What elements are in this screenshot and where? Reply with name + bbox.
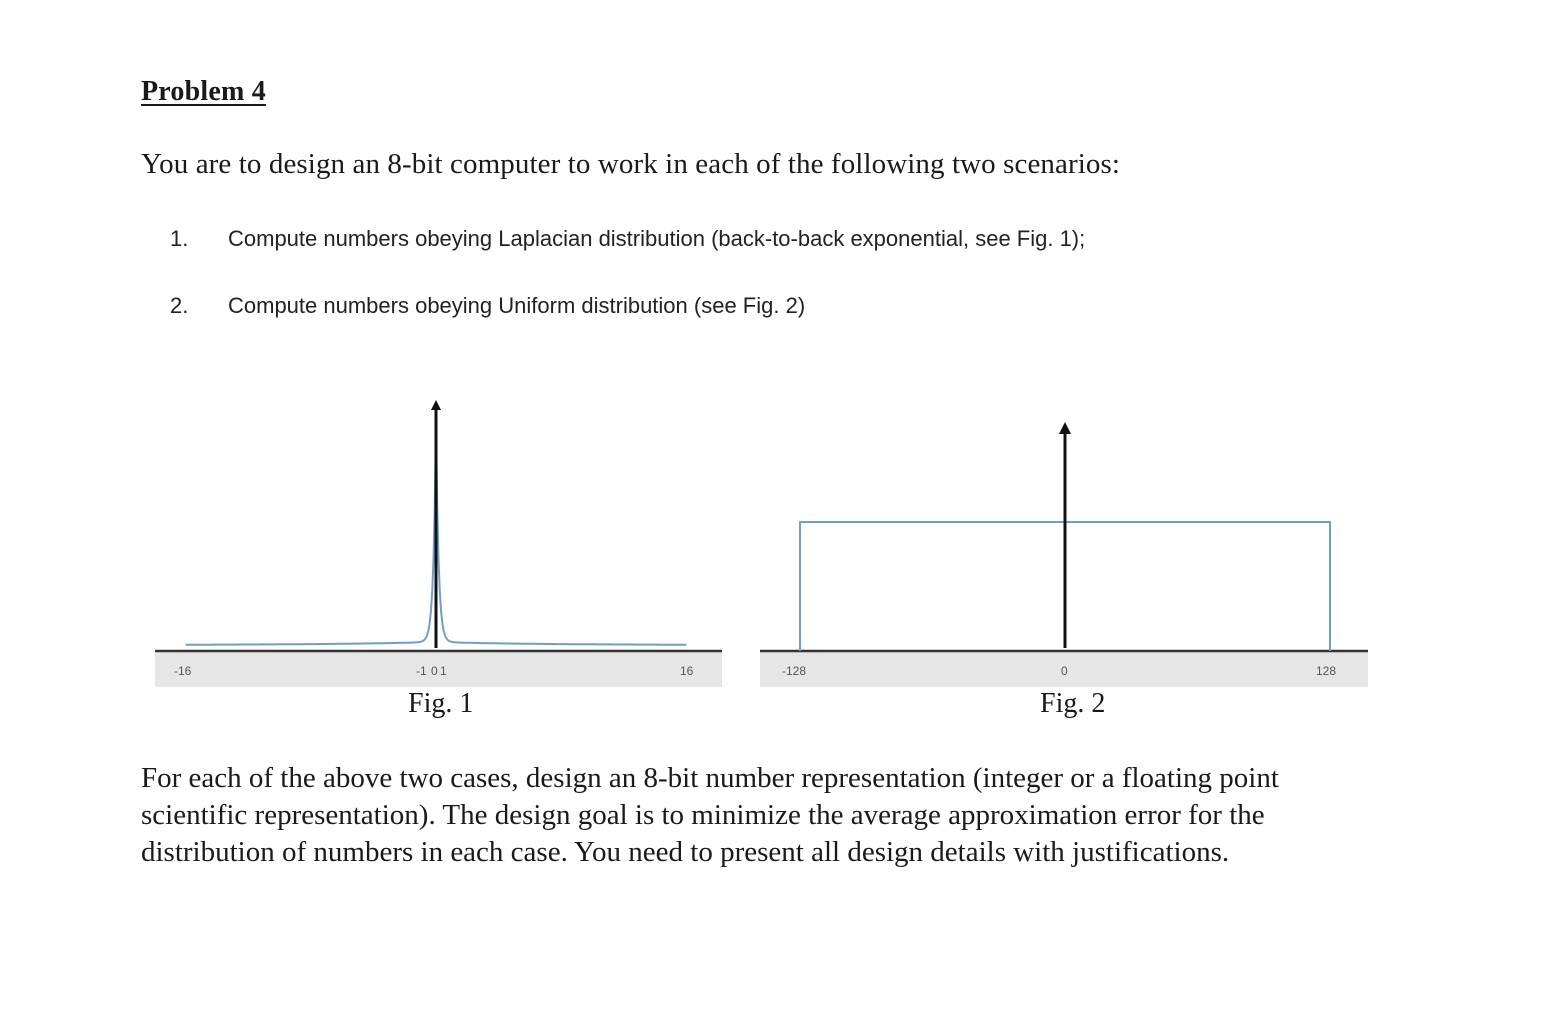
arrow-up-icon: [1059, 422, 1071, 434]
laplacian-plot: [150, 390, 725, 690]
tick-label: -128: [782, 664, 807, 678]
tick-label: 16: [680, 664, 694, 678]
tick-label: 0: [431, 664, 438, 678]
intro-text: You are to design an 8-bit computer to work in each of the following two scenarios:: [141, 148, 1121, 180]
list-item: [170, 293, 805, 319]
figure-laplacian: [150, 390, 725, 690]
list-item-number: 1.: [170, 226, 189, 251]
tick-label: -16: [174, 664, 192, 678]
problem-title: Problem 4: [141, 76, 266, 107]
tick-label: 1: [440, 664, 447, 678]
tick-label: 128: [1316, 664, 1337, 678]
list-item: [170, 226, 1085, 252]
uniform-plot: [760, 390, 1370, 690]
arrow-up-icon: [431, 400, 441, 410]
tick-label: 0: [1061, 664, 1068, 678]
instructions-paragraph: For each of the above two cases, design an 8-bit number representation (integer or a floating point scientific representation). The design goal is to minimize the average approximation error for the distribution of numbers in each case. You need to present all design details with justifications.: [141, 762, 1279, 868]
list-item-number: 2.: [170, 293, 189, 318]
list-item-text: Compute numbers obeying Uniform distribution (see Fig. 2): [228, 293, 806, 318]
figure-caption: Fig. 2: [1040, 688, 1106, 719]
axis-band: [155, 651, 722, 687]
tick-label: -1: [416, 664, 427, 678]
figure-caption: Fig. 1: [408, 688, 474, 719]
figure-uniform: [760, 390, 1370, 690]
list-item-text: Compute numbers obeying Laplacian distribution (back-to-back exponential, see Fig. 1);: [228, 226, 1086, 251]
